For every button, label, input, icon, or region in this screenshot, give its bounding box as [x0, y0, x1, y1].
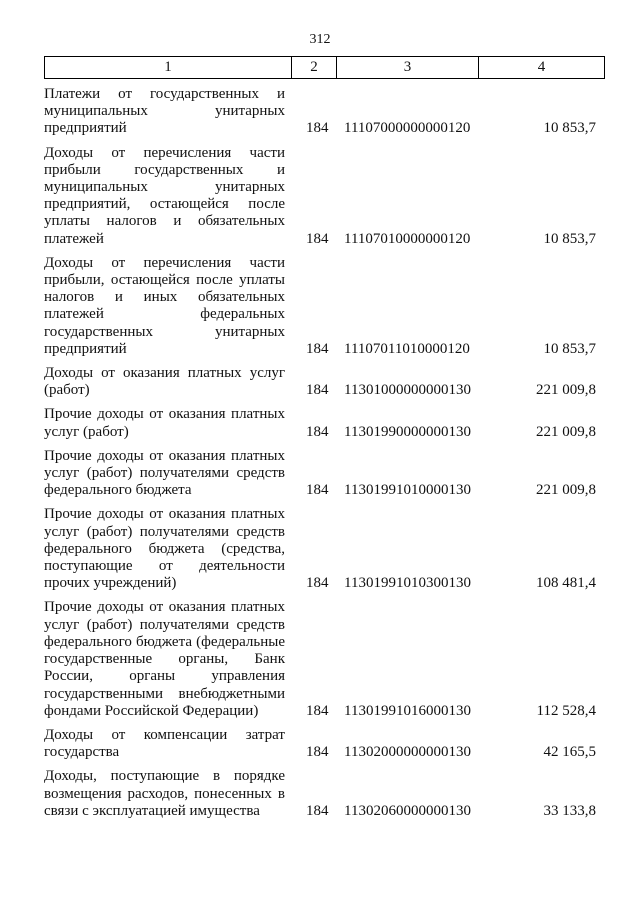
row-admin-code: 184 [306, 702, 329, 719]
column-header-1: 1 [45, 57, 292, 79]
row-amount: 42 165,5 [543, 744, 596, 761]
row-amount: 221 009,8 [536, 423, 596, 440]
column-header-table [44, 56, 605, 79]
row-description: Прочие доходы от оказания платных услуг (работ) получателями средств федерального бюджета (средства, поступающие от деятельности прочих учреждений) [44, 506, 285, 592]
row-description: Доходы от перечисления части прибыли государственных и муниципальных унитарных предприятий, остающейся после уплаты налогов и обязательных платежей [44, 144, 285, 247]
row-amount: 221 009,8 [536, 382, 596, 399]
column-header-row [45, 57, 605, 79]
row-description: Прочие доходы от оказания платных услуг (работ) получателями средств федерального бюджета [44, 447, 285, 499]
table-body [44, 86, 600, 820]
row-kbk-code: 11301000000000130 [344, 382, 471, 399]
row-admin-code: 184 [306, 423, 329, 440]
table-row [44, 406, 600, 440]
row-amount: 112 528,4 [536, 702, 596, 719]
row-kbk-code: 11107000000000120 [344, 120, 471, 137]
row-admin-code: 184 [306, 802, 329, 819]
table-row [44, 86, 600, 138]
row-kbk-code: 11301991010000130 [344, 482, 471, 499]
row-admin-code: 184 [306, 482, 329, 499]
table-row [44, 727, 600, 761]
row-description: Доходы от оказания платных услуг (работ) [44, 365, 285, 399]
row-kbk-code: 11301991016000130 [344, 702, 471, 719]
column-header-4: 4 [479, 57, 605, 79]
row-amount: 10 853,7 [543, 340, 596, 357]
table-row [44, 145, 600, 248]
row-kbk-code: 11301991010300130 [344, 575, 471, 592]
row-admin-code: 184 [306, 744, 329, 761]
row-kbk-code: 11302000000000130 [344, 744, 471, 761]
row-admin-code: 184 [306, 575, 329, 592]
table-row [44, 448, 600, 500]
row-kbk-code: 11302060000000130 [344, 802, 471, 819]
row-admin-code: 184 [306, 230, 329, 247]
row-description: Доходы от перечисления части прибыли, остающейся после уплаты налогов и иных обязательных платежей федеральных государственных унитарных предприятий [44, 254, 285, 357]
row-amount: 221 009,8 [536, 482, 596, 499]
table-row [44, 365, 600, 399]
table-row [44, 255, 600, 358]
row-admin-code: 184 [306, 340, 329, 357]
table-row [44, 768, 600, 820]
row-kbk-code: 11107011010000120 [344, 340, 470, 357]
row-description: Доходы от компенсации затрат государства [44, 726, 285, 761]
page-number: 312 [309, 32, 331, 47]
row-description: Доходы, поступающие в порядке возмещения расходов, понесенных в связи с эксплуатацией имущества [44, 768, 285, 819]
row-amount: 108 481,4 [536, 575, 596, 592]
column-header-3: 3 [337, 57, 479, 79]
row-description: Прочие доходы от оказания платных услуг (работ) получателями средств федерального бюджета (федеральные государственные органы, Банк России, органы управления государственными внебюджетными фондами Российской Федерации) [44, 599, 285, 719]
row-kbk-code: 11301990000000130 [344, 423, 471, 440]
row-amount: 10 853,7 [543, 120, 596, 137]
row-kbk-code: 11107010000000120 [344, 230, 471, 247]
row-admin-code: 184 [306, 120, 329, 137]
row-description: Платежи от государственных и муниципальных унитарных предприятий [44, 86, 285, 137]
column-header-2: 2 [292, 57, 337, 79]
row-admin-code: 184 [306, 382, 329, 399]
row-description: Прочие доходы от оказания платных услуг (работ) [44, 406, 285, 440]
table-row [44, 599, 600, 719]
table-row [44, 506, 600, 592]
row-amount: 10 853,7 [543, 230, 596, 247]
row-amount: 33 133,8 [543, 802, 596, 819]
